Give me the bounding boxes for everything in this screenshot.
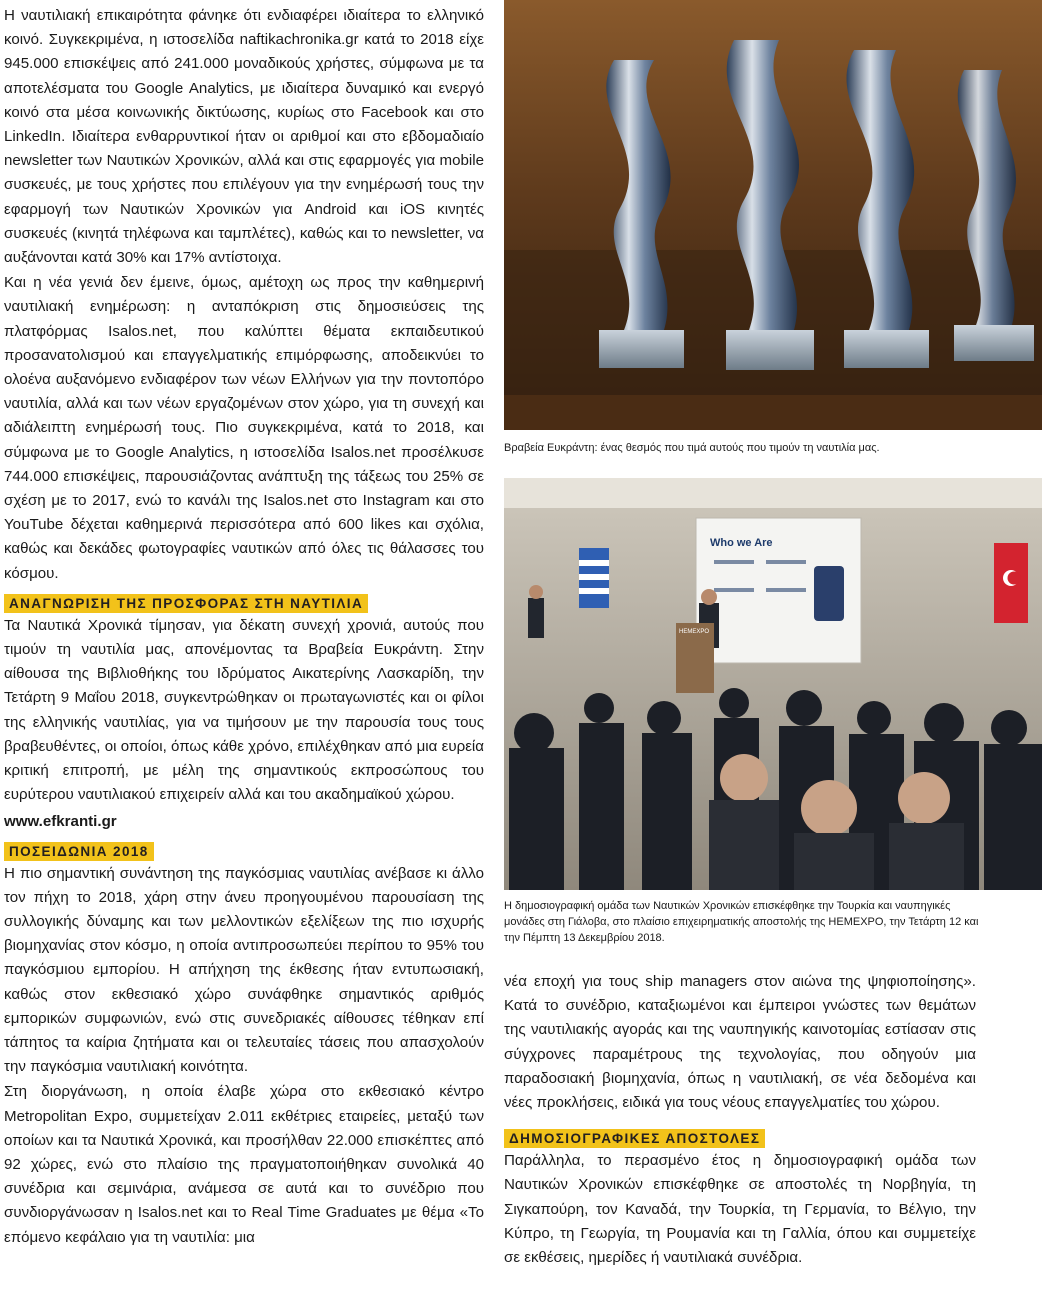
section-heading: ΔΗΜΟΣΙΟΓΡΑΦΙΚΕΣ ΑΠΟΣΤΟΛΕΣ [504,1129,765,1148]
article-paragraph: Και η νέα γενιά δεν έμεινε, όμως, αμέτοχη ως προς την καθημερινή ναυτιλιακή ενημέρωση: η ανταπόκριση στις δημοσιεύσεις της πλατφόρμας Isalos.net, που καλύπτει θέματα εκπαιδευτικού προσανατολισμού και επαγγελματικής επιμόρφωσης, αποδεικνύει το ολοένα αυξανόμενο ενδιαφέρον των νέων Ελλήνων για την ποντοπόρο ναυτιλία, αλλά και των νέων εργαζομένων στον χώρο, για τη συνεχή και αδιάλειπτη ενημέρωσή τους. Πιο συγκεκριμένα, κατά το 2018, και σύμφωνα με το Google Analytics, η ιστοσελίδα Isalos.net προσέλκυσε 744.000 επισκέψεις, παρουσιάζοντας ανάπτυξη της τάξεως του 25% σε σχέση με το 2017, ενώ το κανάλι της Isalos.net στο Instagram και στο YouTube δέχεται καθημερινά περισσότερα από 600 likes και σχόλια, καθώς και δεκάδες φωτογραφίες ναυτικών από όλες τις θάλασσες του κόσμου. [4,274,484,582]
article-paragraph: Στη διοργάνωση, η οποία έλαβε χώρα στο εκθεσιακό κέντρο Metropolitan Expo, συμμετείχαν 2.011 εκθέτριες εταιρείες, μεταξύ των οποίων και τα Ναυτικά Χρονικά, και προσήλθαν 22.000 επισκέπτες από 92 χώρες, ενώ στο πλαίσιο της πραγματοποιήθηκαν συνολικά 40 συνέδρια και σεμινάρια, ανάμεσα σε αυτά και το συνέδριο που συνδιοργάνωσαν η Isalos.net και το Real Time Graduates με θέμα «Το επόμενο κεφάλαιο για τη ναυτιλία: μια [4,1083,484,1246]
turkish-flag-icon [994,543,1028,623]
website-link[interactable]: www.efkranti.gr [4,812,117,830]
awards-trophies-photo [504,0,1042,430]
podium-label: HEMEXPO [679,629,710,635]
article-paragraph: Τα Ναυτικά Χρονικά τίμησαν, για δέκατη συνεχή χρονιά, αυτούς που τιμούν τη ναυτιλία μας, απονέμοντας τα Βραβεία Ευκράντη. Στην αίθουσα της Βιβλιοθήκης του Ιδρύματος Αικατερίνης Λασκαρίδη, την Τετάρτη 9 Μαΐου 2018, συγκεντρώθηκαν οι πρωταγωνιστές και οι φίλοι της ελληνικής ναυτιλίας, για να τιμήσουν με την παρουσία τους τους βραβευθέντες, οι οποίοι, όπως κάθε χρόνο, επιλέχθηκαν από μια ευρεία κριτική επιτροπή, με μέλη της σημαντικούς εκπροσώπους του ευρύτερου ναυτιλιακού επιχειρείν αλλά και του ακαδημαϊκού χώρου. [4,616,484,804]
article-paragraph: νέα εποχή για τους ship managers στον αιώνα της ψηφιοποίησης». Κατά το συνέδριο, καταξιωμένοι και έμπειροι γνώστες των θεμάτων της ναυτιλιακής αγοράς και της ναυπηγικής καινοτομίας εστίασαν στις σύγχρονες παραμέτρους της τεχνολογίας, που οδηγούν μια παραδοσιακή βιομηχανία, όπως η ναυτιλιακή, σε νέα δεδομένα και νέες προκλήσεις, ειδικά για τους νέους επαγγελματίες του χώρου. [504,973,976,1112]
right-column-text [504,970,976,1270]
screen-title: Who we Are [710,537,773,549]
photo-caption: Η δημοσιογραφική ομάδα των Ναυτικών Χρονικών επισκέφθηκε την Τουρκία και ναυπηγικές μονάδες στη Γιάλοβα, στο πλαίσιο επιχειρηματικής αποστολής της HEMEXPO, την Τετάρτη 12 και την Πέμπτη 13 Δεκεμβρίου 2018. [504,900,979,944]
conference-photo [504,478,1042,890]
section-heading: ΑΝΑΓΝΩΡΙΣΗ ΤΗΣ ΠΡΟΣΦΟΡΑΣ ΣΤΗ ΝΑΥΤΙΛΙΑ [4,594,368,613]
photo-caption: Βραβεία Ευκράντη: ένας θεσμός που τιμά αυτούς που τιμούν τη ναυτιλία μας. [504,442,880,454]
article-paragraph: Παράλληλα, το περασμένο έτος η δημοσιογραφική ομάδα των Ναυτικών Χρονικών επισκέφθηκε σε αποστολές τη Νορβηγία, τη Σιγκαπούρη, τον Καναδά, την Τουρκία, τη Γερμανία, το Βέλγιο, την Κύπρο, τη Γεωργία, τη Ρουμανία και τη Γαλλία, όπου και συμμετείχε σε εκθέσεις, ημερίδες ή ναυτιλιακά συνέδρια. [504,1152,976,1267]
left-column [4,4,484,1250]
article-paragraph: Η πιο σημαντική συνάντηση της παγκόσμιας ναυτιλίας ανέβασε κι άλλο τον πήχη το 2018, χάρη στην άνευ προηγουμένου παρουσίαση της συλλογικής δύναμης και των μελλοντικών εξελίξεων της πιο ισχυρής βιομηχανίας στον κόσμο, η οποία αντιπροσωπεύει περίπου το 95% του παγκόσμιου εμπορίου. Η απήχηση της έκθεσης ήταν εντυπωσιακή, καθώς στον εκθεσιακό χώρο συνάφθηκε σημαντικός αριθμός εμπορικών συμφωνιών, ενώ στις συνεδριακές αίθουσες τέθηκαν επί τάπητος τα καίρια ζητήματα και οι τελευταίες τάσεις που απασχολούν την παγκόσμια ναυτιλιακή κοινότητα. [4,864,484,1076]
section-heading: ΠΟΣΕΙΔΩΝΙΑ 2018 [4,842,154,861]
article-paragraph: Η ναυτιλιακή επικαιρότητα φάνηκε ότι ενδιαφέρει ιδιαίτερα το ελληνικό κοινό. Συγκεκριμένα, η ιστοσελίδα naftikachronika.gr κατά το 2018 είχε 945.000 επισκέψεις από 241.000 μοναδικούς χρήστες, σύμφωνα με τα αποτελέσματα του Google Analytics, με ιδιαίτερα δυναμικό και ενεργό κοινό στα μέσα κοινωνικής δικτύωσης, κυρίως στο Facebook και στο LinkedIn. Ιδιαίτερα ενθαρρυντικοί ήταν οι αριθμοί και στο εβδομαδιαίο newsletter των Ναυτικών Χρονικών, αλλά και στις εφαρμογές για mobile συσκευές, με τους χρήστες που επιλέγουν για την ενημέρωσή τους την εφαρμογή των Ναυτικών Χρονικών για Android και iOS κινητές συσκευές (κινητά τηλέφωνα και ταμπλέτες), καθώς και το newsletter, να αυξάνονται κατά 30% και 17% αντίστοιχα. [4,7,484,267]
greek-flag-icon [579,548,609,608]
